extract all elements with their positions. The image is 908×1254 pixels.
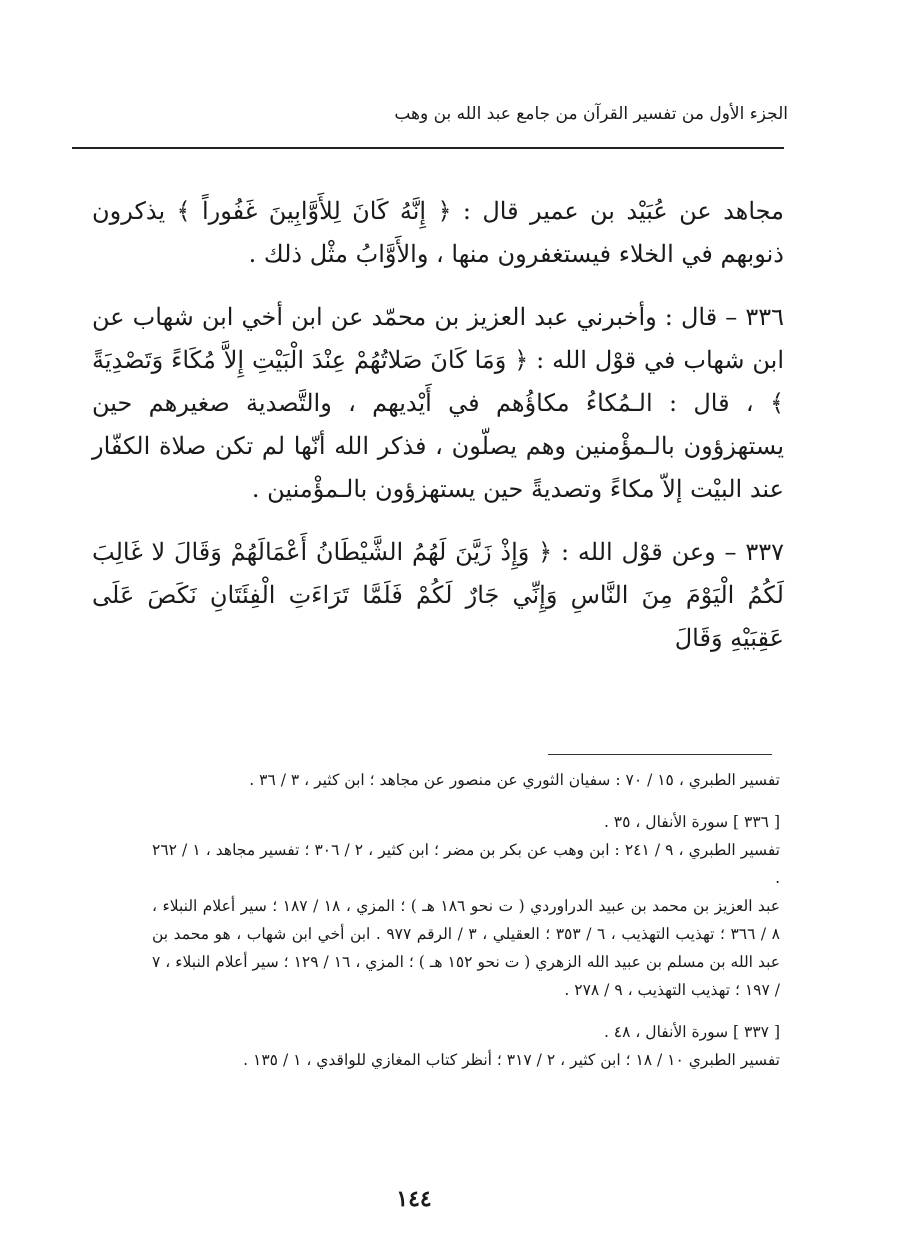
header-rule (72, 147, 784, 149)
paragraph-mujahid: مجاهد عن عُبَيْد بن عمير قال : ﴿ إِنَّهُ كَانَ لِلأَوَّابِينَ غَفُوراً ﴾ يذكرون ذنوبهم في الخلاء فيستغفرون منها ، والأَوَّابُ مثْل ذلك . (92, 197, 784, 268)
footnote-item: تفسير الطبري ، ٩ / ٢٤١ : ابن وهب عن بكر بن مضر ؛ ابن كثير ، ٢ / ٣٠٦ ؛ تفسير مجاهد ، ١ / ٢٦٢ . (152, 841, 780, 887)
footnote-item: عبد العزيز بن محمد بن عبيد الدراوردي ( ت نحو ١٨٦ هـ ) ؛ المزي ، ١٨ / ١٨٧ ؛ سير أعلام النبلاء ، ٨ / ٣٦٦ ؛ تهذيب التهذيب ، ٦ / ٣٥٣ ؛ العقيلي ، ٣ / الرقم ٩٧٧ . ابن أخي ابن شهاب ، هو محمد بن عبد الله بن مسلم بن عبيد الله الزهري ( ت نحو ١٥٢ هـ ) ؛ المزي ، ١٦ / ١٢٩ ؛ سير أعلام النبلاء ، ٧ / ١٩٧ ؛ تهذيب التهذيب ، ٩ / ٢٧٨ . (152, 897, 781, 999)
footnote-item: [ ٣٣٦ ] سورة الأنفال ، ٣٥ . (603, 813, 780, 831)
footnote-item: [ ٣٣٧ ] سورة الأنفال ، ٤٨ . (603, 1023, 780, 1041)
footnote-item: تفسير الطبري ، ١٥ / ٧٠ : سفيان الثوري عن منصور عن مجاهد ؛ ابن كثير ، ٣ / ٣٦ . (249, 771, 780, 789)
paragraph-336: ٣٣٦ – قال : وأخبرني عبد العزيز بن محمّد عن ابن أخي ابن شهاب عن ابن شهاب في قوْل الله : ﴿ وَمَا كَانَ صَلاتُهُمْ عِنْدَ الْبَيْتِ إِلاَّ مُكَاءً وَتَصْدِيَةً ﴾ ، قال : الـمُكاءُ مكاؤُهم في أَيْديهم ، والتَّصدية صغيرهم حين يستهزؤون بالـمؤْمنين وهم يصلّون ، فذكر الله أنّها لم تكن صلاة الكفّار عند البيْت إلاّ مكاءً وتصديةً حين يستهزؤون بالـمؤْمنين . (92, 303, 784, 503)
footnotes (152, 766, 780, 1074)
footnote-item: تفسير الطبري ١٠ / ١٨ ؛ ابن كثير ، ٢ / ٣١٧ ؛ أنظر كتاب المغازي للواقدي ، ١ / ١٣٥ . (243, 1051, 780, 1069)
page-number: ١٤٤ (396, 1186, 432, 1212)
paragraph-337: ٣٣٧ – وعن قوْل الله : ﴿ وَإِذْ زَيَّنَ لَهُمُ الشَّيْطَانُ أَعْمَالَهُمْ وَقَالَ لا غَالِبَ لَكُمُ الْيَوْمَ مِنَ النَّاسِ وَإِنِّي جَارٌ لَكُمْ فَلَمَّا تَرَاءَتِ الْفِئَتَانِ نَكَصَ عَلَى عَقِبَيْهِ وَقَالَ (92, 538, 784, 652)
footnote-rule (548, 754, 772, 755)
running-header: الجزء الأول من تفسير القرآن من جامع عبد الله بن وهب (394, 104, 788, 124)
main-text (92, 190, 784, 660)
